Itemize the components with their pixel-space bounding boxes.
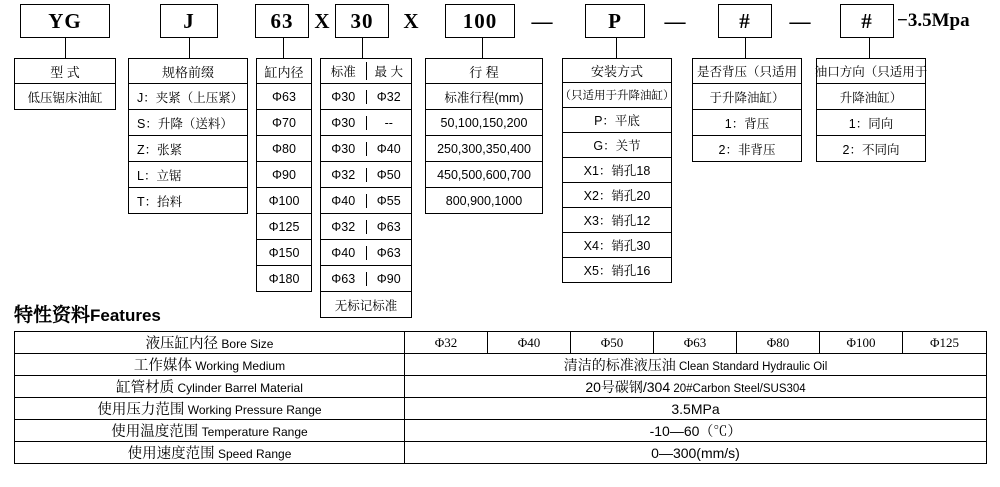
features-label-cn: 缸管材质 <box>116 380 175 396</box>
connector-line-stroke <box>482 38 483 58</box>
code-separator: X <box>314 8 330 33</box>
legend-cell: 升降油缸） <box>816 84 926 110</box>
legend-column-oil-port-direction <box>816 58 926 162</box>
features-row <box>15 354 987 376</box>
features-value-cn: 3.5MPa <box>671 400 720 417</box>
connector-line-type <box>65 38 66 58</box>
features-bore-value: Φ32 <box>405 332 488 354</box>
code-segment-box: # <box>840 4 894 38</box>
legend-cell: Φ63 <box>256 84 312 110</box>
legend-cell: 2：不同向 <box>816 136 926 162</box>
legend-cell: Φ90 <box>256 162 312 188</box>
legend-cell-left: Φ30 <box>321 90 367 104</box>
legend-cell: Φ150 <box>256 240 312 266</box>
legend-cell-right: -- <box>384 115 393 130</box>
features-bore-value: Φ100 <box>820 332 903 354</box>
model-code-row <box>0 0 1000 46</box>
legend-column-standard-max <box>320 58 412 318</box>
features-label-en: Working Medium <box>195 359 286 373</box>
legend-cell-pair <box>320 188 412 214</box>
legend-cell-right: Φ40 <box>376 141 401 156</box>
legend-cell: 型 式 <box>14 58 116 84</box>
legend-cell: 于升降油缸） <box>692 84 802 110</box>
features-row-value <box>405 354 987 376</box>
legend-cell: P：平底 <box>562 108 672 133</box>
legend-cell-pair <box>320 240 412 266</box>
connector-line-oil-port <box>869 38 870 58</box>
legend-cell: 800,900,1000 <box>425 188 543 214</box>
legend-cell: 规格前缀 <box>128 58 248 84</box>
features-label-cn: 工作媒体 <box>133 358 192 374</box>
legend-cell: J：夹紧（上压紧） <box>128 84 248 110</box>
legend-column-back-pressure <box>692 58 802 162</box>
code-segment-box: P <box>585 4 645 38</box>
features-row <box>15 398 987 420</box>
features-row-label <box>15 398 405 420</box>
legend-cell-pair <box>320 110 412 136</box>
features-label-cn: 液压缸内径 <box>145 336 219 352</box>
features-table <box>14 331 987 464</box>
features-value-cn: 清洁的标准液压油 <box>563 356 676 373</box>
legend-column-mounting <box>559 58 675 283</box>
features-row-value <box>405 442 987 464</box>
legend-cell: 无标记标准 <box>320 292 412 318</box>
features-label-cn: 使用压力范围 <box>97 402 185 418</box>
legend-cell-pair <box>320 162 412 188</box>
legend-cell: 250,300,350,400 <box>425 136 543 162</box>
features-label-en: Bore Size <box>221 337 274 351</box>
code-separator: — <box>789 8 811 33</box>
features-row-value <box>405 420 987 442</box>
legend-cell-right: Φ63 <box>376 219 401 234</box>
connector-line-back-pressure <box>745 38 746 58</box>
features-value-cn: -10—60（℃） <box>649 422 742 439</box>
features-bore-value: Φ50 <box>571 332 654 354</box>
legend-cell: Φ100 <box>256 188 312 214</box>
legend-cell-right: Φ63 <box>376 245 401 260</box>
code-segment-box: # <box>718 4 772 38</box>
legend-cell: X3：销孔12 <box>562 208 672 233</box>
legend-cell: X1：销孔18 <box>562 158 672 183</box>
connector-line-bore <box>283 38 284 58</box>
legend-cell-pair <box>320 136 412 162</box>
features-row-label <box>15 354 405 376</box>
legend-cell-left: Φ63 <box>321 272 367 286</box>
legend-column-spec-prefix <box>128 58 248 214</box>
legend-cell-left: Φ40 <box>321 194 367 208</box>
features-row-label <box>15 420 405 442</box>
legend-cell: X4：销孔30 <box>562 233 672 258</box>
connector-line-standard <box>362 38 363 58</box>
features-row-label <box>15 332 405 354</box>
legend-cell: 1：背压 <box>692 110 802 136</box>
legend-cell: 缸内径 <box>256 58 312 84</box>
legend-column-stroke <box>425 58 543 214</box>
code-separator: — <box>664 8 686 33</box>
features-label-en: Working Pressure Range <box>187 403 322 417</box>
legend-cell: Φ70 <box>256 110 312 136</box>
legend-cell: 是否背压（只适用 <box>692 58 802 84</box>
legend-cell-right: Φ90 <box>376 271 401 286</box>
features-label-en: Speed Range <box>217 447 292 461</box>
legend-cell-left: Φ30 <box>321 142 367 156</box>
legend-cell: Φ125 <box>256 214 312 240</box>
code-segment-box: 63 <box>255 4 309 38</box>
features-title-en: Features <box>90 306 161 325</box>
legend-cell-left: Φ30 <box>321 116 367 130</box>
legend-cell: Φ180 <box>256 266 312 292</box>
legend-cell-left: Φ32 <box>321 168 367 182</box>
features-row-value <box>405 376 987 398</box>
legend-column-bore <box>256 58 312 292</box>
legend-cell: 安装方式 <box>562 58 672 83</box>
code-separator: X <box>403 8 419 33</box>
features-label-en: Temperature Range <box>201 425 308 439</box>
legend-cell: T：抬料 <box>128 188 248 214</box>
features-value-en: 20#Carbon Steel/SUS304 <box>673 382 806 395</box>
legend-cell: G：关节 <box>562 133 672 158</box>
code-pressure-suffix: −3.5Mpa <box>897 10 970 31</box>
features-label-cn: 使用速度范围 <box>127 446 215 462</box>
legend-cell-left: Φ40 <box>321 246 367 260</box>
code-segment-box: 100 <box>445 4 515 38</box>
legend-cell: 行 程 <box>425 58 543 84</box>
legend-cell: 标准行程(mm) <box>425 84 543 110</box>
features-label-cn: 使用温度范围 <box>111 424 199 440</box>
legend-cell-right: Φ32 <box>376 89 401 104</box>
legend-cell-pair <box>320 214 412 240</box>
legend-cell: Φ80 <box>256 136 312 162</box>
code-segment-box: J <box>160 4 218 38</box>
connector-line-mounting <box>616 38 617 58</box>
legend-column-type <box>14 58 116 110</box>
legend-cell: （只适用于升降油缸） <box>562 83 672 108</box>
legend-cell-left: Φ32 <box>321 220 367 234</box>
code-separator: — <box>531 8 553 33</box>
legend-cell: 油口方向（只适用于 <box>816 58 926 84</box>
code-segment-box: 30 <box>335 4 389 38</box>
features-row-value <box>405 398 987 420</box>
legend-cell-pair <box>320 84 412 110</box>
legend-cell: 1：同向 <box>816 110 926 136</box>
legend-cell-pair <box>320 266 412 292</box>
features-bore-value: Φ125 <box>903 332 987 354</box>
features-row-bore <box>15 332 987 354</box>
legend-cell: X5：销孔16 <box>562 258 672 283</box>
legend-cell: L：立锯 <box>128 162 248 188</box>
features-title <box>14 300 161 327</box>
legend-cell: 低压锯床油缸 <box>14 84 116 110</box>
legend-cell-left: 标准 <box>321 62 367 80</box>
code-segment-box: YG <box>20 4 110 38</box>
legend-cell-right: Φ55 <box>376 193 401 208</box>
legend-cell-pair <box>320 58 412 84</box>
features-row <box>15 442 987 464</box>
features-bore-value: Φ63 <box>654 332 737 354</box>
features-row <box>15 376 987 398</box>
legend-cell-right: Φ50 <box>376 167 401 182</box>
legend-cell: S：升降（送料） <box>128 110 248 136</box>
legend-cell: Z：张紧 <box>128 136 248 162</box>
connector-line-spec-prefix <box>189 38 190 58</box>
legend-cell: 2：非背压 <box>692 136 802 162</box>
features-row-label <box>15 376 405 398</box>
features-value-cn: 0—300(mm/s) <box>651 444 740 461</box>
features-row <box>15 420 987 442</box>
features-bore-value: Φ40 <box>488 332 571 354</box>
features-label-en: Cylinder Barrel Material <box>177 381 303 395</box>
legend-cell: 450,500,600,700 <box>425 162 543 188</box>
features-value-cn: 20号碳钢/304 <box>585 378 671 395</box>
legend-cell: X2：销孔20 <box>562 183 672 208</box>
legend-cell-right: 最 大 <box>374 65 403 79</box>
features-value-en: Clean Standard Hydraulic Oil <box>678 360 828 373</box>
features-bore-value: Φ80 <box>737 332 820 354</box>
features-title-cn: 特性资料 <box>14 305 91 326</box>
features-row-label <box>15 442 405 464</box>
legend-cell: 50,100,150,200 <box>425 110 543 136</box>
